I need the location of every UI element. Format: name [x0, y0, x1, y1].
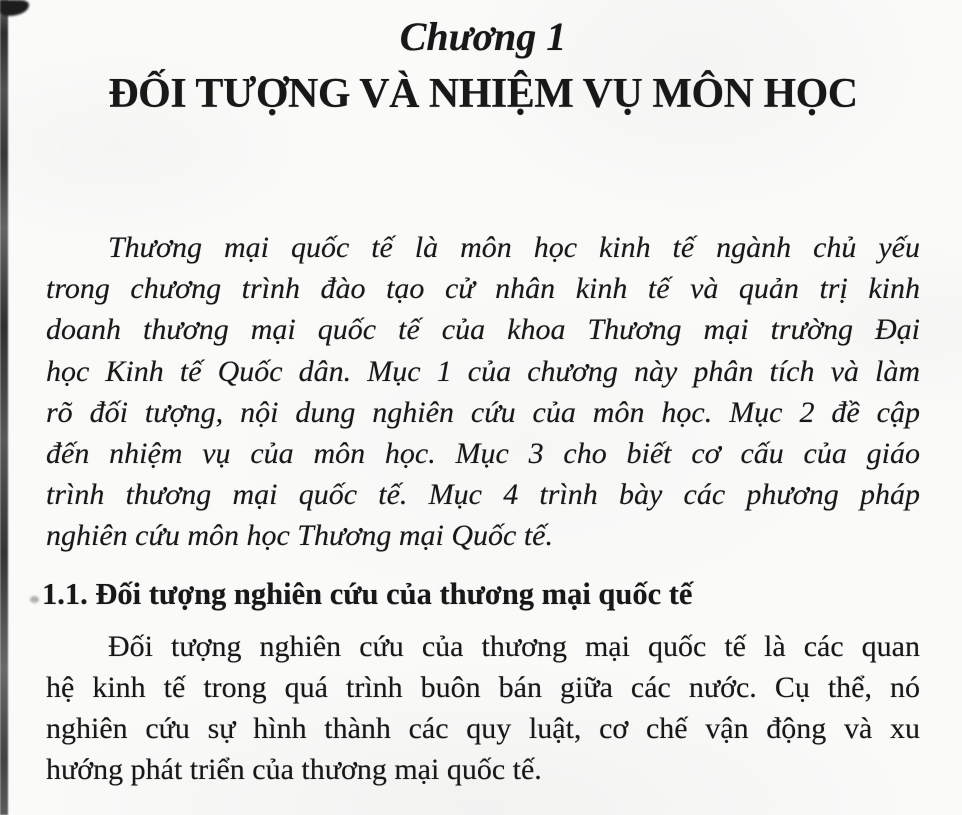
body-line: nghiên cứu sự hình thành các quy luật, cơ chế vận động và xu [46, 712, 920, 746]
intro-line: nghiên cứu môn học Thương mại Quốc tế. [46, 519, 553, 553]
intro-line: doanh thương mại quốc tế của khoa Thương mại trường Đại [46, 313, 920, 347]
intro-line: trong chương trình đào tạo cử nhân kinh tế và quản trị kinh [46, 272, 920, 306]
section-1-1-paragraph [46, 626, 920, 791]
body-line: hướng phát triển của thương mại quốc tế. [46, 753, 542, 787]
intro-line: đến nhiệm vụ của môn học. Mục 3 cho biết cơ cấu của giáo [46, 437, 920, 471]
intro-line: trình thương mại quốc tế. Mục 4 trình bày các phương pháp [46, 478, 920, 512]
body-line: hệ kinh tế trong quá trình buôn bán giữa các nước. Cụ thể, nó [46, 670, 920, 704]
intro-line: Thương mại quốc tế là môn học kinh tế ngành chủ yếu [108, 231, 920, 264]
chapter-title: ĐỐI TƯỢNG VÀ NHIỆM VỤ MÔN HỌC [108, 71, 858, 117]
intro-paragraph [46, 227, 920, 557]
body-line: Đối tượng nghiên cứu của thương mại quốc tế là các quan [108, 629, 920, 663]
intro-line: học Kinh tế Quốc dân. Mục 1 của chương này phân tích và làm [46, 354, 920, 388]
intro-line: rõ đối tượng, nội dung nghiên cứu của môn học. Mục 2 đề cập [46, 395, 920, 429]
section-1-1-heading: 1.1. Đối tượng nghiên cứu của thương mại quốc tế [42, 576, 693, 611]
chapter-number: Chương 1 [399, 14, 567, 59]
